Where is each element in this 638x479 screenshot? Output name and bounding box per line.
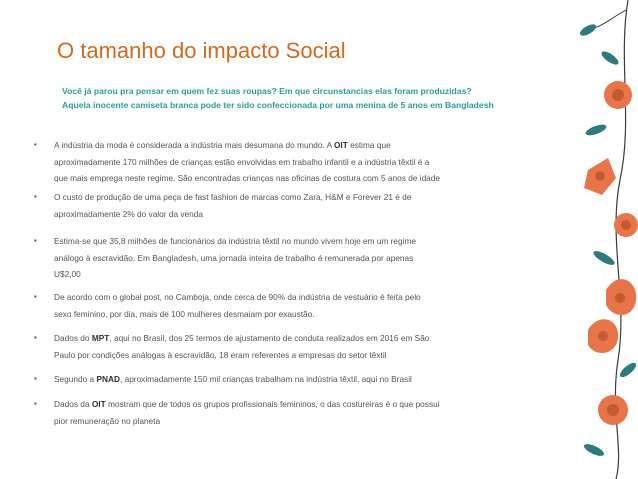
bullet-text: Segundo a PNAD, aproximadamente 150 mil crianças trabalham na indústria têxtil, aqui no Brasil	[54, 374, 412, 384]
leaf-icon	[582, 442, 605, 459]
bullet-mark: ▪	[34, 236, 37, 245]
bullet-mark: ▪	[34, 292, 37, 301]
bullet-mark: ▪	[34, 399, 37, 408]
slide-title: O tamanho do impacto Social	[57, 38, 346, 63]
bullet-item	[34, 289, 534, 322]
leaf-icon	[578, 22, 598, 38]
bullet-item	[34, 330, 534, 363]
bullet-mark: ▪	[34, 192, 37, 201]
bullet-item	[34, 189, 534, 222]
bullet-item	[34, 396, 534, 429]
bullet-text: A indústria da moda é considerada a indústria mais desumana do mundo. A OIT estima que aproximadamente 170 milhões de crianças estão envolvidas em trabalho infantil e a indústria têxtil é a que mais emprega neste regime. São encontradas crianças nas oficinas de costura com 5 anos de idade	[54, 140, 441, 183]
bullet-mark: ▪	[34, 374, 37, 383]
leaf-icon	[592, 249, 617, 268]
bullet-item	[34, 233, 534, 283]
bullet-mark: ▪	[34, 333, 37, 342]
flower-icon	[606, 279, 636, 315]
bullet-text: De acordo com o global post, no Camboja, onde cerca de 90% da indústria de vestuário é feita pelo sexo feminino, por dia, mais de 100 mulheres desmaiam por exaustão.	[54, 292, 421, 319]
flower-icon	[598, 395, 628, 425]
leaf-icon	[584, 122, 607, 137]
floral-decoration	[558, 0, 638, 479]
flower-icon	[604, 81, 632, 109]
bullet-text: O custo de produção de uma peça de fast fashion de marcas como Zara, H&M e Forever 21 é de aproximadamente 2% do valor da venda	[54, 192, 412, 219]
flower-icon	[588, 319, 618, 353]
flower-icon	[584, 158, 616, 195]
bullet-item	[34, 137, 534, 187]
leaf-icon	[600, 49, 621, 67]
flower-icon	[614, 213, 638, 237]
leaf-icon	[618, 361, 638, 380]
slide-subtitle: Você já parou pra pensar em quem fez suas roupas? Em que circunstancias elas foram produzidas? Aquela inocente camiseta branca pode ter sido confeccionada por uma menina de 5 anos em Bangladesh	[62, 86, 494, 110]
bullet-item	[34, 371, 534, 388]
bullet-text: Dados da OIT mostram que de todos os grupos profissionais femininos, o das costureiras é o que possui pior remuneração no planeta	[54, 399, 440, 426]
bullet-mark: •	[34, 140, 37, 149]
bullet-text: Dados do MPT, aqui no Brasil, dos 25 termos de ajustamento de conduta realizados em 2016 em São Paulo por condições análogas à escravidão, 18 eram referentes a empresas do setor têxtil	[54, 333, 430, 360]
bullet-text: Estima-se que 35,8 milhões de funcionários da indústria têxtil no mundo vivem hoje em um regime análogo à escravidão. Em Bangladesh, uma jornada inteira de trabalho é remunerada por apenas U$2,00	[54, 236, 417, 279]
